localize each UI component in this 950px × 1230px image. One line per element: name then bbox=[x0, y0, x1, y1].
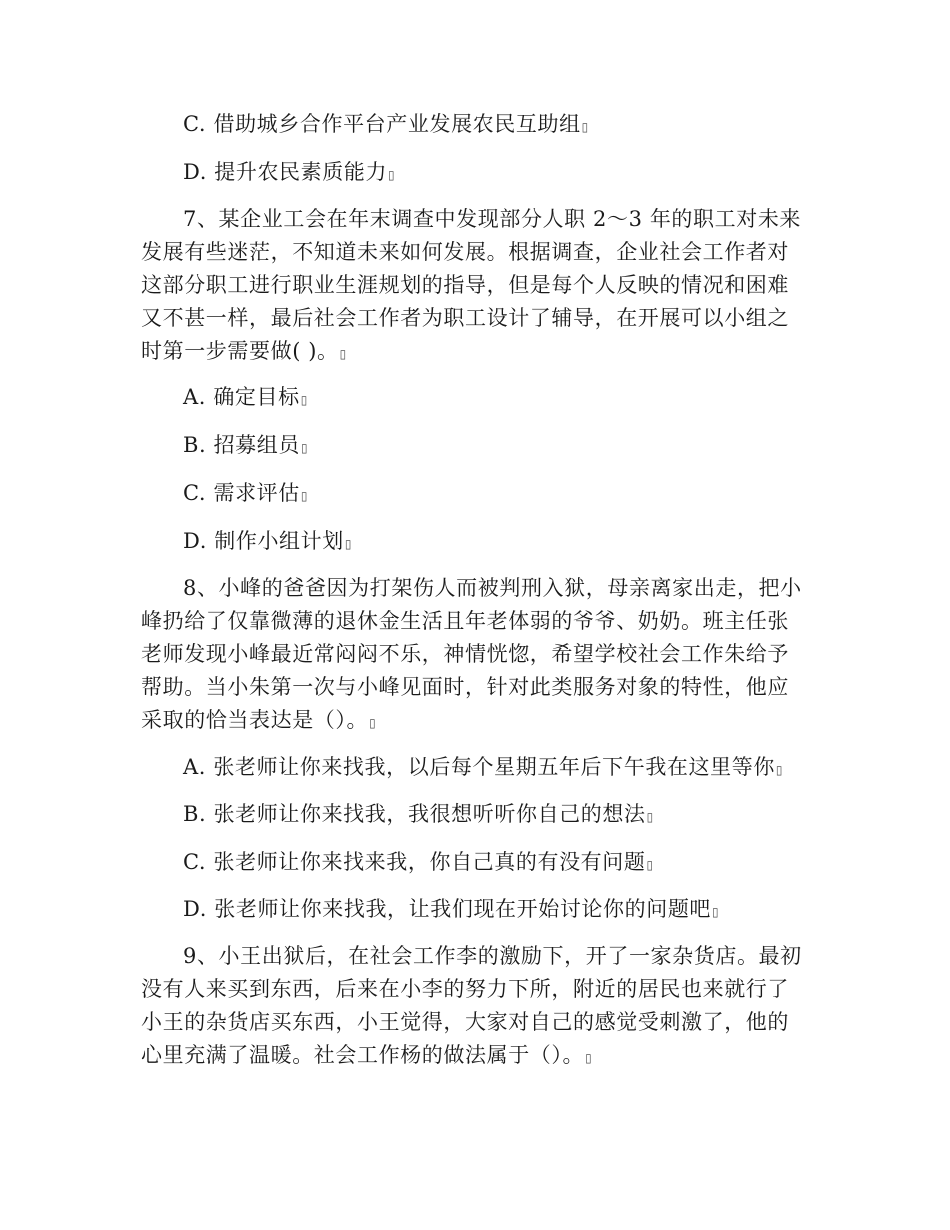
q7-text-line-3: 这部分职工进行职业生涯规划的指导，但是每个人反映的情况和困难 bbox=[141, 273, 789, 297]
q7-option-b: B. 招募组员▯ bbox=[183, 433, 309, 457]
q9-text-line-3: 小王的杂货店买东西，小王觉得，大家对自己的感觉受刺激了，他的 bbox=[141, 1010, 789, 1034]
q9-text-line-2: 没有人来买到东西，后来在小李的努力下所，附近的居民也来就行了 bbox=[141, 977, 789, 1001]
q9-text-line-4: 心里充满了温暖。社会工作杨的做法属于（）。▯ bbox=[141, 1043, 593, 1067]
q8-option-d: D. 张老师让你来找我，让我们现在开始讨论你的问题吧▯ bbox=[183, 897, 720, 921]
q7-option-c: C. 需求评估▯ bbox=[183, 481, 309, 505]
q6-option-d: D. 提升农民素质能力▯ bbox=[183, 160, 396, 184]
q7-text-line-4: 又不甚一样，最后社会工作者为职工设计了辅导，在开展可以小组之 bbox=[141, 306, 789, 330]
q8-option-c: C. 张老师让你来找来我，你自己真的有没有问题▯ bbox=[183, 850, 654, 874]
q7-option-a: A. 确定目标▯ bbox=[183, 385, 308, 409]
q8-text-line-5: 采取的恰当表达是（）。▯ bbox=[141, 708, 377, 732]
q8-text-line-4: 帮助。当小朱第一次与小峰见面时，针对此类服务对象的特性，他应 bbox=[141, 675, 789, 699]
q8-option-b: B. 张老师让你来找我，我很想听听你自己的想法▯ bbox=[183, 802, 654, 826]
q8-text-line-3: 老师发现小峰最近常闷闷不乐，神情恍惚，希望学校社会工作朱给予 bbox=[141, 642, 789, 666]
q7-option-d: D. 制作小组计划▯ bbox=[183, 529, 353, 553]
q7-text-line-5: 时第一步需要做( )。▯ bbox=[141, 339, 347, 363]
q8-option-a: A. 张老师让你来找我，以后每个星期五年后下午我在这里等你▯ bbox=[183, 755, 784, 779]
q9-text-line-1: 9、小王出狱后，在社会工作李的激励下，开了一家杂货店。最初 bbox=[183, 944, 802, 968]
q7-text-line-1: 7、某企业工会在年末调查中发现部分人职 2～3 年的职工对未来 bbox=[183, 207, 802, 231]
q7-text-line-2: 发展有些迷茫，不知道未来如何发展。根据调查，企业社会工作者对 bbox=[141, 240, 789, 264]
q8-text-line-1: 8、小峰的爸爸因为打架伤人而被判刑入狱，母亲离家出走，把小 bbox=[183, 576, 802, 600]
q8-text-line-2: 峰扔给了仅靠微薄的退休金生活且年老体弱的爷爷、奶奶。班主任张 bbox=[141, 609, 789, 633]
q6-option-c: C. 借助城乡合作平台产业发展农民互助组▯ bbox=[183, 112, 589, 136]
